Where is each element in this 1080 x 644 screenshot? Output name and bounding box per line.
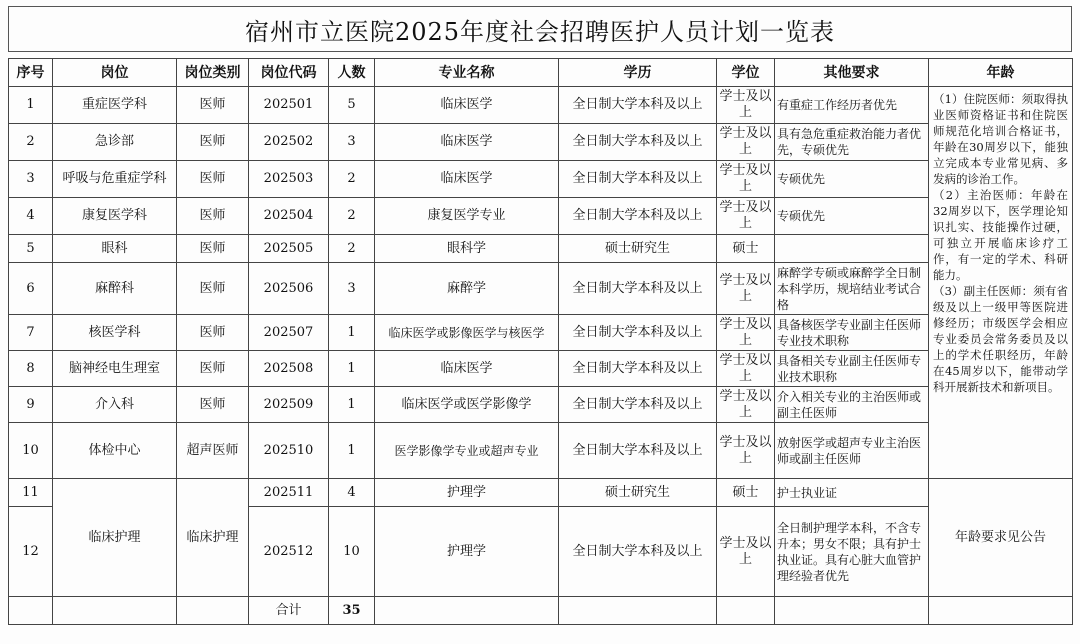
header-category: 岗位类别 [177, 59, 249, 87]
table-row [9, 387, 1073, 423]
header-education: 学历 [559, 59, 717, 87]
header-count: 人数 [329, 59, 375, 87]
row-other [775, 235, 929, 263]
page-title: 宿州市立医院2025年度社会招聘医护人员计划一览表 [8, 6, 1072, 52]
table-row [9, 161, 1073, 198]
row-code: 202508 [249, 351, 329, 387]
table-row [9, 198, 1073, 235]
row-no: 7 [9, 315, 53, 351]
row-other: 专硕优先 [775, 161, 929, 198]
row-major: 临床医学或医学影像学 [375, 387, 559, 423]
row-degree: 硕士 [717, 235, 775, 263]
row-no: 4 [9, 198, 53, 235]
row-major: 临床医学 [375, 161, 559, 198]
row-category: 医师 [177, 315, 249, 351]
total-label: 合计 [249, 597, 329, 625]
row-other: 麻醉学专硕或麻醉学全日制本科学历，规培结业考试合格 [775, 263, 929, 315]
row-major: 临床医学 [375, 124, 559, 161]
row-degree: 学士及以上 [717, 387, 775, 423]
total-empty-position [53, 597, 177, 625]
row-other: 具备相关专业副主任医师专业技术职称 [775, 351, 929, 387]
row-position: 呼吸与危重症学科 [53, 161, 177, 198]
row-no: 2 [9, 124, 53, 161]
row-education: 硕士研究生 [559, 235, 717, 263]
row-education: 全日制大学本科及以上 [559, 124, 717, 161]
row-count: 1 [329, 315, 375, 351]
row-category: 医师 [177, 351, 249, 387]
row-count: 4 [329, 479, 375, 507]
row-education: 全日制大学本科及以上 [559, 507, 717, 597]
nursing-position: 临床护理 [53, 479, 177, 597]
row-no: 9 [9, 387, 53, 423]
row-degree: 学士及以上 [717, 87, 775, 124]
row-major: 麻醉学 [375, 263, 559, 315]
table-row [9, 124, 1073, 161]
row-category: 医师 [177, 124, 249, 161]
row-count: 3 [329, 263, 375, 315]
row-other: 具备核医学专业副主任医师专业技术职称 [775, 315, 929, 351]
row-no: 5 [9, 235, 53, 263]
row-no: 10 [9, 423, 53, 479]
row-count: 3 [329, 124, 375, 161]
row-code: 202507 [249, 315, 329, 351]
row-category: 医师 [177, 87, 249, 124]
header-degree: 学位 [717, 59, 775, 87]
row-education: 全日制大学本科及以上 [559, 198, 717, 235]
row-degree: 学士及以上 [717, 161, 775, 198]
row-code: 202510 [249, 423, 329, 479]
row-code: 202503 [249, 161, 329, 198]
row-other: 护士执业证 [775, 479, 929, 507]
row-category: 医师 [177, 198, 249, 235]
row-major: 护理学 [375, 479, 559, 507]
row-count: 1 [329, 351, 375, 387]
row-code: 202505 [249, 235, 329, 263]
row-category: 医师 [177, 263, 249, 315]
row-category: 医师 [177, 161, 249, 198]
row-major: 临床医学 [375, 87, 559, 124]
header-position: 岗位 [53, 59, 177, 87]
row-other: 有重症工作经历者优先 [775, 87, 929, 124]
total-empty-no [9, 597, 53, 625]
row-degree: 学士及以上 [717, 423, 775, 479]
row-count: 2 [329, 235, 375, 263]
table-row [9, 423, 1073, 479]
row-no: 6 [9, 263, 53, 315]
header-other: 其他要求 [775, 59, 929, 87]
row-major: 医学影像学专业或超声专业 [375, 423, 559, 479]
row-degree: 学士及以上 [717, 124, 775, 161]
row-degree: 学士及以上 [717, 351, 775, 387]
total-empty-age [929, 597, 1073, 625]
row-code: 202501 [249, 87, 329, 124]
row-code: 202511 [249, 479, 329, 507]
total-count: 35 [329, 597, 375, 625]
row-position: 脑神经电生理室 [53, 351, 177, 387]
row-degree: 学士及以上 [717, 263, 775, 315]
header-code: 岗位代码 [249, 59, 329, 87]
table-row [9, 479, 1073, 507]
row-code: 202504 [249, 198, 329, 235]
row-count: 1 [329, 387, 375, 423]
table-row [9, 235, 1073, 263]
row-degree: 学士及以上 [717, 315, 775, 351]
recruitment-table [8, 58, 1073, 625]
row-category: 医师 [177, 235, 249, 263]
row-position: 康复医学科 [53, 198, 177, 235]
age-note-attending: （2）主治医师：年龄在32周岁以下，医学理论知识扎实、技能操作过硬，可独立开展临床诊疗工作，有一定的学术、科研能力。 [933, 188, 1068, 282]
table-row [9, 351, 1073, 387]
row-major: 临床医学或影像医学与核医学 [375, 315, 559, 351]
total-empty-major [375, 597, 559, 625]
row-major: 眼科学 [375, 235, 559, 263]
nursing-category: 临床护理 [177, 479, 249, 597]
row-position: 麻醉科 [53, 263, 177, 315]
age-requirements [929, 87, 1073, 479]
row-other: 放射医学或超声专业主治医师或副主任医师 [775, 423, 929, 479]
row-other: 全日制护理学本科，不含专升本；男女不限；具有护士执业证。具有心脏大血管护理经验者优先 [775, 507, 929, 597]
row-code: 202512 [249, 507, 329, 597]
row-no: 3 [9, 161, 53, 198]
row-degree: 学士及以上 [717, 198, 775, 235]
total-empty-other [775, 597, 929, 625]
row-count: 2 [329, 161, 375, 198]
row-major: 康复医学专业 [375, 198, 559, 235]
row-education: 全日制大学本科及以上 [559, 351, 717, 387]
row-position: 核医学科 [53, 315, 177, 351]
row-education: 全日制大学本科及以上 [559, 263, 717, 315]
row-no: 8 [9, 351, 53, 387]
row-education: 全日制大学本科及以上 [559, 423, 717, 479]
row-position: 急诊部 [53, 124, 177, 161]
header-major: 专业名称 [375, 59, 559, 87]
row-major: 临床医学 [375, 351, 559, 387]
row-category: 医师 [177, 387, 249, 423]
total-row [9, 597, 1073, 625]
row-major: 护理学 [375, 507, 559, 597]
row-no: 12 [9, 507, 53, 597]
row-education: 硕士研究生 [559, 479, 717, 507]
row-no: 11 [9, 479, 53, 507]
row-position: 介入科 [53, 387, 177, 423]
row-degree: 学士及以上 [717, 507, 775, 597]
row-code: 202506 [249, 263, 329, 315]
total-empty-category [177, 597, 249, 625]
row-count: 10 [329, 507, 375, 597]
row-code: 202502 [249, 124, 329, 161]
row-count: 5 [329, 87, 375, 124]
table-header-row [9, 59, 1073, 87]
row-position: 体检中心 [53, 423, 177, 479]
row-count: 1 [329, 423, 375, 479]
row-other: 专硕优先 [775, 198, 929, 235]
table-row [9, 263, 1073, 315]
header-no: 序号 [9, 59, 53, 87]
total-empty-degree [717, 597, 775, 625]
age-note-associate: （3）副主任医师：须有省级及以上一级甲等医院进修经历；市级医学会相应专业委员会常务委员及以上的学术任职经历，年龄在45周岁以下，能带动学科开展新技术和新项目。 [933, 284, 1068, 394]
table-row [9, 87, 1073, 124]
row-code: 202509 [249, 387, 329, 423]
header-age: 年龄 [929, 59, 1073, 87]
row-education: 全日制大学本科及以上 [559, 87, 717, 124]
table-row [9, 315, 1073, 351]
row-other: 具有急危重症救治能力者优先，专硕优先 [775, 124, 929, 161]
nursing-age: 年龄要求见公告 [929, 479, 1073, 597]
row-count: 2 [329, 198, 375, 235]
row-education: 全日制大学本科及以上 [559, 315, 717, 351]
row-education: 全日制大学本科及以上 [559, 387, 717, 423]
age-note-resident: （1）住院医师：须取得执业医师资格证书和住院医师规范化培训合格证书，年龄在30周岁以下，能独立完成本专业常见病、多发病的诊治工作。 [933, 92, 1068, 186]
row-position: 眼科 [53, 235, 177, 263]
total-empty-education [559, 597, 717, 625]
row-degree: 硕士 [717, 479, 775, 507]
row-position: 重症医学科 [53, 87, 177, 124]
row-education: 全日制大学本科及以上 [559, 161, 717, 198]
row-no: 1 [9, 87, 53, 124]
row-other: 介入相关专业的主治医师或副主任医师 [775, 387, 929, 423]
row-category: 超声医师 [177, 423, 249, 479]
